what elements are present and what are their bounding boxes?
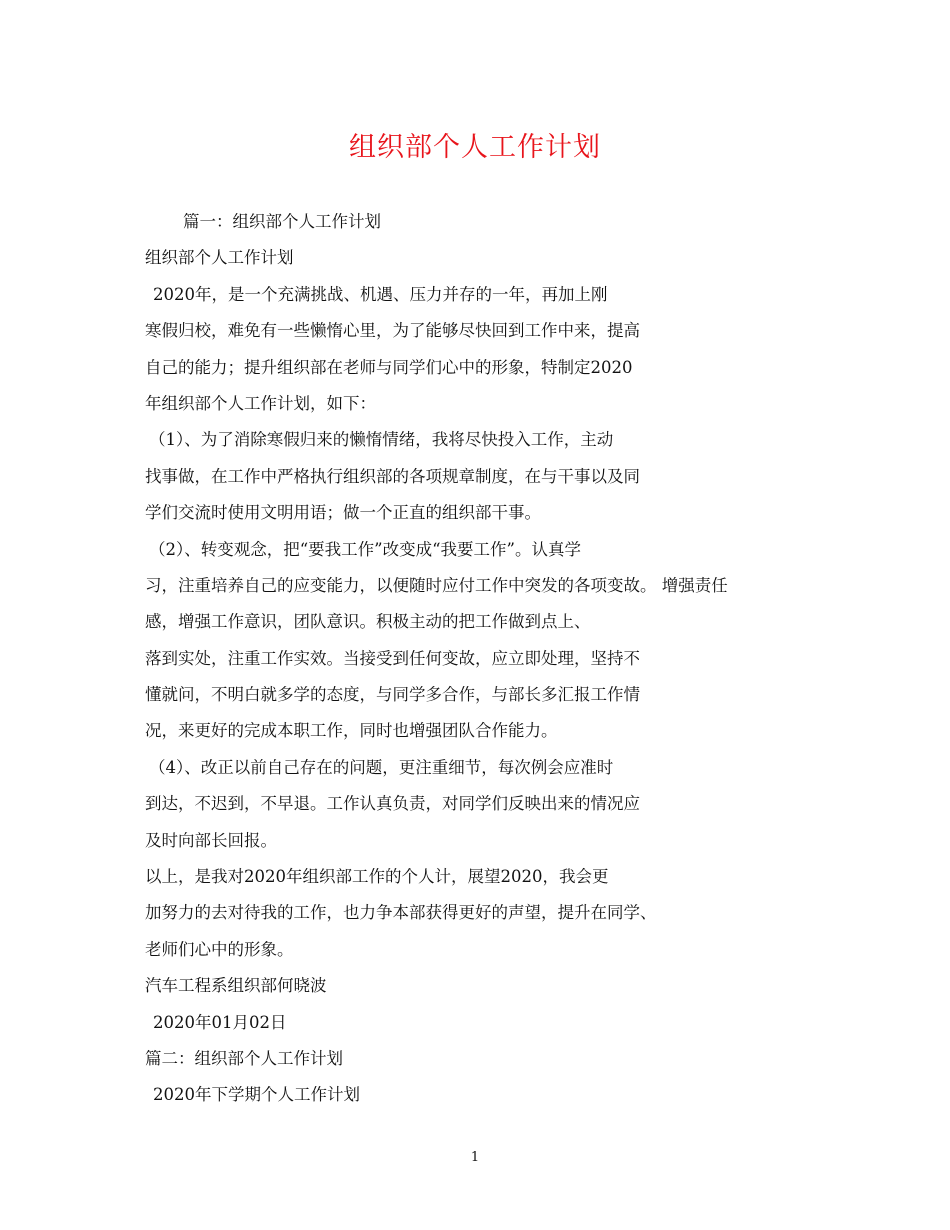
paragraph-line: 寒假归校，难免有一些懒惰心里，为了能够尽快回到工作中来，提高 bbox=[145, 321, 640, 341]
paragraph-line: 找事做，在工作中严格执行组织部的各项规章制度，在与干事以及同 bbox=[145, 466, 640, 486]
paragraph-line: （2）、转变观念，把“要我工作”改变成“我要工作”。认真学 bbox=[149, 539, 581, 559]
paragraph-line: 懂就问，不明白就多学的态度，与同学多合作，与部长多汇报工作情 bbox=[145, 685, 640, 705]
paragraph-line: 2020年下学期个人工作计划 bbox=[153, 1085, 360, 1105]
paragraph-line: 学们交流时使用文明用语；做一个正直的组织部干事。 bbox=[145, 503, 541, 523]
subtitle: 组织部个人工作计划 bbox=[145, 248, 294, 268]
paragraph-line: 到达，不迟到，不早退。工作认真负责，对同学们反映出来的情况应 bbox=[145, 794, 640, 814]
paragraph-line: 老师们心中的形象。 bbox=[145, 939, 294, 959]
paragraph-line: 及时向部长回报。 bbox=[145, 830, 277, 850]
signature-date: 2020年01月02日 bbox=[153, 1012, 287, 1032]
paragraph-line: 感，增强工作意识，团队意识。积极主动的把工作做到点上、 bbox=[145, 612, 591, 632]
paragraph-line: （1）、为了消除寒假归来的懒惰情绪，我将尽快投入工作，主动 bbox=[149, 430, 614, 450]
section-heading-2: 篇二：组织部个人工作计划 bbox=[145, 1048, 343, 1068]
paragraph-line: 况，来更好的完成本职工作，同时也增强团队合作能力。 bbox=[145, 721, 558, 741]
paragraph-line: 习，注重培养自己的应变能力，以便随时应付工作中突发的各项变故。 增强责任 bbox=[145, 575, 728, 595]
paragraph-line: 落到实处，注重工作实效。当接受到任何变故，应立即处理，坚持不 bbox=[145, 648, 640, 668]
page-number: 1 bbox=[470, 1150, 480, 1165]
document-title: 组织部个人工作计划 bbox=[349, 132, 601, 163]
paragraph-line: 2020年，是一个充满挑战、机遇、压力并存的一年，再加上刚 bbox=[153, 284, 608, 304]
paragraph-line: 加努力的去对待我的工作，也力争本部获得更好的声望，提升在同学、 bbox=[145, 903, 657, 923]
paragraph-line: 以上，是我对2020年组织部工作的个人计，展望2020，我会更 bbox=[145, 867, 609, 887]
paragraph-line: 自己的能力；提升组织部在老师与同学们心中的形象，特制定2020 bbox=[145, 357, 633, 377]
signature-name: 汽车工程系组织部何晓波 bbox=[145, 976, 327, 996]
paragraph-line: 年组织部个人工作计划，如下： bbox=[145, 393, 376, 413]
paragraph-line: （4）、改正以前自己存在的问题，更注重细节，每次例会应准时 bbox=[149, 757, 614, 777]
section-heading-1: 篇一：组织部个人工作计划 bbox=[183, 212, 381, 231]
document-body bbox=[145, 204, 825, 1114]
